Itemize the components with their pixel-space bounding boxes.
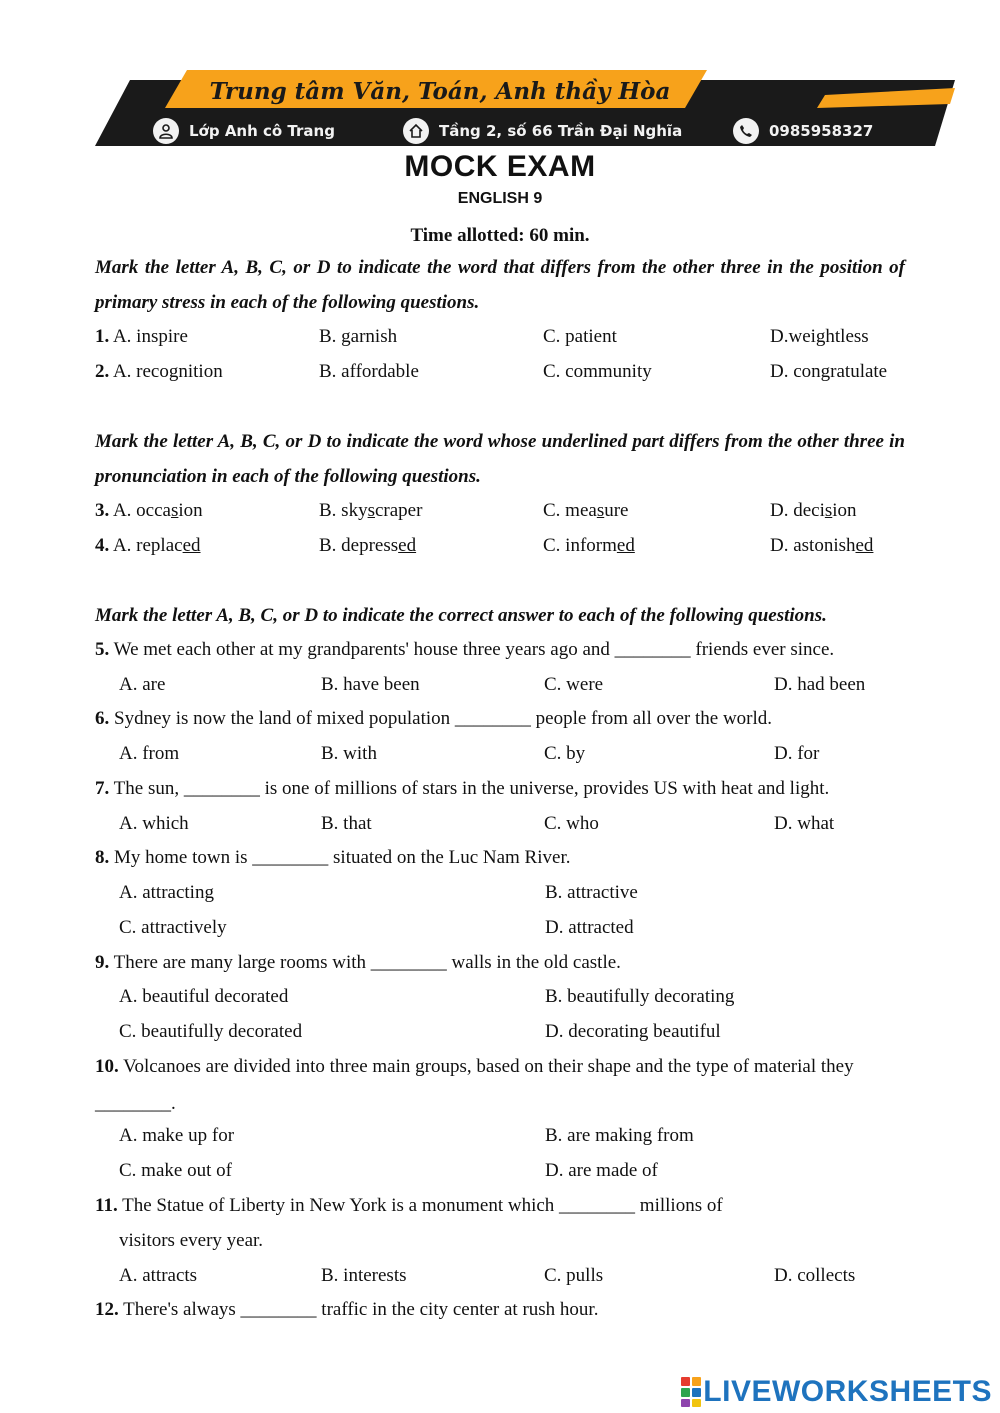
question-number: 1.	[95, 326, 110, 347]
contact-phone	[733, 118, 873, 144]
option-c[interactable]: C. who	[544, 813, 599, 834]
address: Tầng 2, số 66 Trần Đại Nghĩa	[439, 122, 683, 140]
question-10-stem-continued: ________.	[95, 1093, 176, 1114]
option-b[interactable]: B. with	[321, 743, 377, 764]
stress-instruction: Mark the letter A, B, C, or D to indicate the word that differs from the other three in the position of primary stress in each of the following questions.	[95, 257, 905, 313]
brand-name: LIVEWORKSHEETS	[703, 1375, 992, 1408]
option-a[interactable]: A. recognition	[112, 361, 223, 382]
option-b[interactable]: B. skyscraper	[319, 500, 423, 521]
option-d[interactable]: D.weightless	[770, 326, 869, 347]
person-icon	[153, 118, 179, 144]
contact-address	[403, 118, 682, 144]
phone-number: 0985958327	[769, 122, 874, 140]
option-d[interactable]: D. attracted	[545, 917, 634, 938]
mc-instruction: Mark the letter A, B, C, or D to indicate the correct answer to each of the following questions.	[95, 605, 827, 626]
question-9-stem: 9. There are many large rooms with ________ walls in the old castle.	[95, 952, 621, 973]
option-c[interactable]: C. make out of	[119, 1160, 232, 1181]
page-title: MOCK EXAM	[404, 150, 596, 183]
option-a[interactable]: A. replaced	[112, 535, 201, 556]
question-8-stem: 8. My home town is ________ situated on the Luc Nam River.	[95, 847, 571, 868]
option-b[interactable]: B. attractive	[545, 882, 638, 903]
question-10-stem: 10. Volcanoes are divided into three main groups, based on their shape and the type of material they	[95, 1056, 854, 1077]
option-c[interactable]: C. informed	[543, 535, 635, 556]
option-b[interactable]: B. that	[321, 813, 372, 834]
question-number: 4.	[95, 535, 110, 556]
option-c[interactable]: C. pulls	[544, 1265, 604, 1286]
question-6-stem: 6. Sydney is now the land of mixed population ________ people from all over the world.	[95, 708, 773, 729]
option-b[interactable]: B. beautifully decorating	[545, 986, 735, 1007]
option-a[interactable]: A. occasion	[112, 500, 203, 521]
center-name: Trung tâm Văn, Toán, Anh thầy Hòa	[209, 78, 671, 105]
option-d[interactable]: D. what	[774, 813, 835, 834]
class-name: Lớp Anh cô Trang	[189, 122, 335, 140]
contact-class	[153, 118, 335, 144]
question-11-stem-continued: visitors every year.	[119, 1230, 264, 1251]
liveworksheets-logo[interactable]	[681, 1375, 992, 1409]
option-b[interactable]: B. have been	[321, 674, 420, 695]
option-a[interactable]: A. which	[119, 813, 189, 834]
option-c[interactable]: C. measure	[543, 500, 629, 521]
option-d[interactable]: D. decision	[770, 500, 857, 521]
question-11-stem: 11. The Statue of Liberty in New York is a monument which ________ millions of	[95, 1195, 723, 1216]
option-b[interactable]: B. interests	[321, 1265, 407, 1286]
option-c[interactable]: C. were	[544, 674, 604, 695]
question-number: 3.	[95, 500, 110, 521]
question-7-stem: 7. The sun, ________ is one of millions of stars in the universe, provides US with heat and light.	[95, 778, 830, 799]
option-c[interactable]: C. attractively	[119, 917, 227, 938]
question-number: 2.	[95, 361, 110, 382]
option-d[interactable]: D. congratulate	[770, 361, 888, 382]
option-a[interactable]: A. make up for	[119, 1125, 235, 1146]
option-a[interactable]: A. attracts	[119, 1265, 198, 1286]
option-a[interactable]: A. are	[119, 674, 166, 695]
time-allotted: Time allotted: 60 min.	[410, 225, 590, 246]
option-d[interactable]: D. are made of	[545, 1160, 658, 1181]
option-d[interactable]: D. astonished	[770, 535, 874, 556]
option-d[interactable]: D. collects	[774, 1265, 856, 1286]
option-b[interactable]: B. are making from	[545, 1125, 694, 1146]
option-a[interactable]: A. attracting	[119, 882, 214, 903]
page-subtitle: ENGLISH 9	[457, 190, 543, 207]
logo-mark-icon	[681, 1377, 703, 1407]
option-a[interactable]: A. inspire	[112, 326, 188, 347]
option-a[interactable]: A. from	[119, 743, 180, 764]
pronunciation-instruction: Mark the letter A, B, C, or D to indicate the word whose underlined part differs from the other three in pronunciation in each of the following questions.	[95, 431, 905, 487]
option-d[interactable]: D. for	[774, 743, 820, 764]
question-5-stem: 5. We met each other at my grandparents' house three years ago and ________ friends ever since.	[95, 639, 835, 660]
option-d[interactable]: D. decorating beautiful	[545, 1021, 721, 1042]
option-a[interactable]: A. beautiful decorated	[119, 986, 289, 1007]
question-12-stem: 12. There's always ________ traffic in the city center at rush hour.	[95, 1299, 599, 1320]
option-b[interactable]: B. depressed	[319, 535, 417, 556]
option-b[interactable]: B. affordable	[319, 361, 419, 382]
option-d[interactable]: D. had been	[774, 674, 866, 695]
home-icon	[403, 118, 429, 144]
option-c[interactable]: C. patient	[543, 326, 617, 347]
option-b[interactable]: B. garnish	[319, 326, 398, 347]
option-c[interactable]: C. beautifully decorated	[119, 1021, 303, 1042]
option-c[interactable]: C. community	[543, 361, 652, 382]
phone-icon	[733, 118, 759, 144]
option-c[interactable]: C. by	[544, 743, 586, 764]
